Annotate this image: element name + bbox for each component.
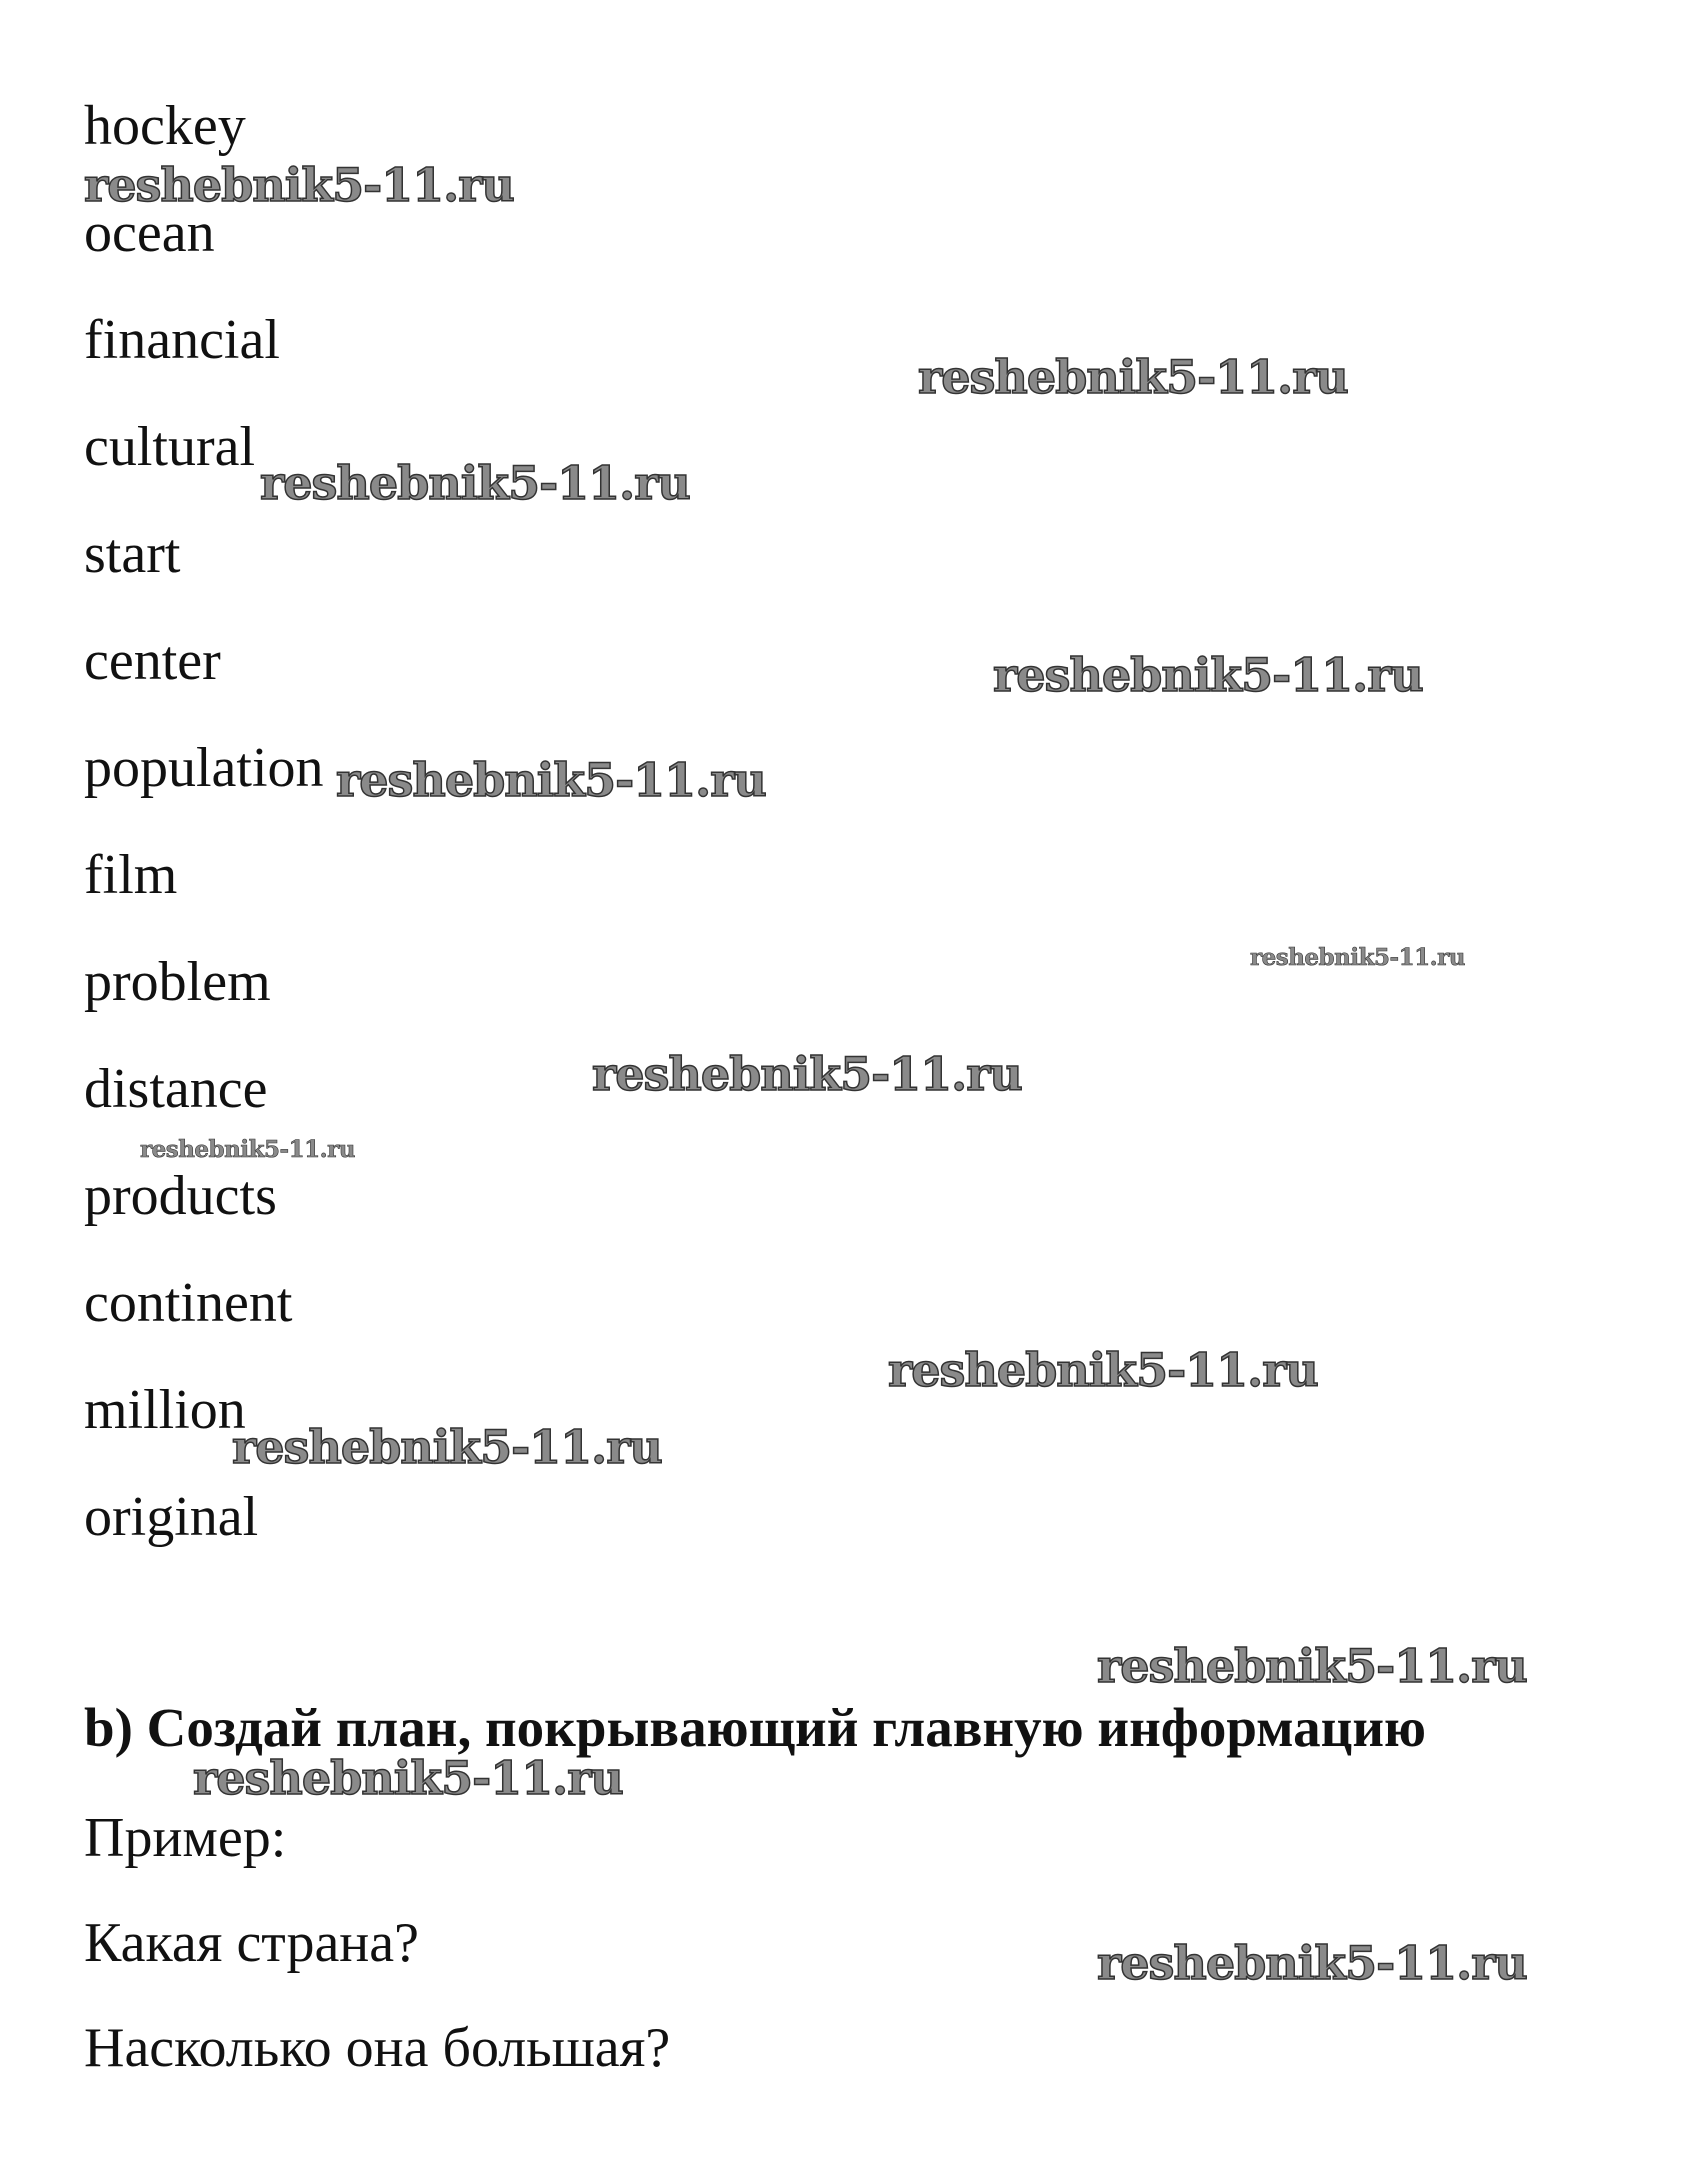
watermark: reshebnik5-11.ru — [993, 648, 1423, 702]
watermark: reshebnik5-11.ru — [193, 1751, 623, 1805]
word-item: ocean — [84, 202, 215, 264]
watermark: reshebnik5-11.ru — [140, 1136, 355, 1163]
word-item: products — [84, 1165, 277, 1227]
watermark: reshebnik5-11.ru — [336, 753, 766, 807]
watermark: reshebnik5-11.ru — [1250, 944, 1465, 971]
watermark: reshebnik5-11.ru — [1097, 1639, 1527, 1693]
word-item: cultural — [84, 416, 256, 478]
word-item: distance — [84, 1058, 268, 1120]
section-line: Пример: — [84, 1807, 287, 1869]
word-item: hockey — [84, 95, 246, 157]
section-line: Какая страна? — [84, 1912, 419, 1974]
word-item: film — [84, 844, 178, 906]
watermark: reshebnik5-11.ru — [232, 1420, 662, 1474]
word-item: financial — [84, 309, 280, 371]
word-item: start — [84, 523, 181, 585]
watermark: reshebnik5-11.ru — [888, 1343, 1318, 1397]
watermark: reshebnik5-11.ru — [592, 1047, 1022, 1101]
word-item: problem — [84, 951, 271, 1013]
watermark: reshebnik5-11.ru — [1097, 1936, 1527, 1990]
watermark: reshebnik5-11.ru — [918, 350, 1348, 404]
word-item: center — [84, 630, 221, 692]
word-item: continent — [84, 1272, 293, 1334]
word-item: original — [84, 1486, 259, 1548]
word-item: population — [84, 737, 324, 799]
watermark: reshebnik5-11.ru — [84, 158, 514, 212]
section-line: Насколько она большая? — [84, 2017, 671, 2079]
word-item: million — [84, 1379, 246, 1441]
watermark: reshebnik5-11.ru — [260, 456, 690, 510]
section-heading: b) Создай план, покрывающий главную информацию — [84, 1697, 1427, 1758]
